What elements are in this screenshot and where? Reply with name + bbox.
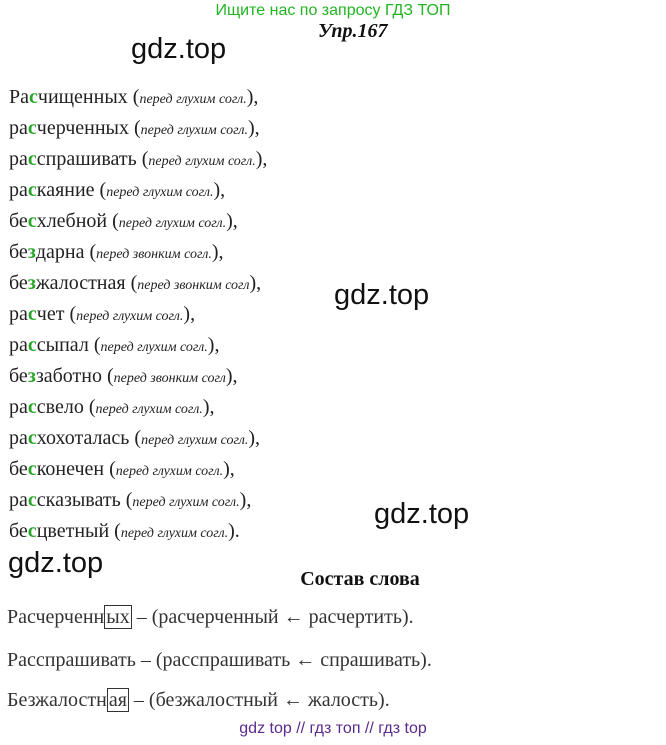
prefix-consonant: с	[27, 334, 37, 356]
word-part: бе	[9, 520, 28, 542]
rule-note: перед глухим согл.	[106, 185, 214, 200]
word-part: бе	[9, 241, 28, 263]
composition-line	[7, 685, 390, 715]
rule-note: перед глухим согл.	[100, 340, 208, 355]
prefix-consonant: с	[27, 520, 37, 542]
prefix-consonant: с	[27, 458, 37, 480]
prefix-consonant: з	[27, 241, 36, 263]
word-part: цветный (	[36, 520, 121, 542]
answer-line	[9, 423, 260, 453]
prefix-consonant: з	[27, 365, 36, 387]
word-part: заботно (	[35, 365, 114, 387]
prefix-consonant: с	[27, 489, 37, 511]
watermark: gdz.top	[374, 498, 470, 530]
punctuation: ),	[248, 427, 261, 449]
rule-note: перед глухим согл.	[148, 154, 256, 169]
rule-note: перед звонким согл.	[96, 247, 212, 262]
rule-note: перед глухим согл.	[115, 464, 224, 479]
rule-note: перед глухим согл.	[76, 309, 184, 324]
answer-line	[9, 175, 225, 205]
answer-line	[9, 454, 235, 484]
answer-line	[9, 361, 238, 391]
rule-note: перед глухим согл.	[140, 123, 248, 138]
prefix-consonant: с	[29, 86, 38, 108]
rule-note: перед глухим согл.	[132, 495, 240, 510]
rule-note: перед звонким согл	[113, 371, 226, 386]
word-part: хохоталась (	[36, 427, 142, 449]
prefix-consonant: с	[27, 396, 37, 418]
punctuation: ),	[246, 86, 259, 108]
punctuation: ).	[228, 520, 240, 542]
analyzed-word: Расчерченн	[7, 606, 105, 628]
derivation: – (расспрашивать ← спрашивать).	[135, 649, 432, 671]
word-part: ра	[9, 396, 28, 418]
word-part: сказывать (	[36, 489, 133, 511]
prefix-consonant: с	[27, 427, 37, 449]
rule-note: перед звонким согл	[137, 278, 250, 293]
answer-line	[9, 392, 214, 422]
prefix-consonant: с	[27, 179, 37, 201]
site-banner: Ищите нас по запросу ГДЗ ТОП	[215, 2, 451, 19]
word-part: ра	[9, 489, 28, 511]
watermark: gdz.top	[334, 279, 430, 311]
rule-note: перед глухим согл.	[139, 92, 247, 107]
word-part: ра	[9, 303, 28, 325]
word-part: ра	[9, 148, 28, 170]
rule-note: перед глухим согл.	[95, 402, 203, 417]
punctuation: ),	[207, 334, 220, 356]
prefix-consonant: з	[27, 272, 36, 294]
footer-links: gdz top // гдз топ // гдз top	[239, 720, 427, 737]
answer-line	[9, 299, 195, 329]
word-part: ра	[9, 179, 28, 201]
punctuation: ),	[255, 148, 268, 170]
answer-line	[9, 113, 260, 143]
derivation: – (расчерченный ← расчертить).	[131, 606, 414, 628]
punctuation: ),	[223, 458, 235, 480]
punctuation: ),	[225, 365, 238, 387]
punctuation: ),	[202, 396, 215, 418]
punctuation: ),	[249, 272, 262, 294]
rule-note: перед глухим согл.	[120, 526, 229, 541]
word-part: дарна (	[35, 241, 97, 263]
word-ending: ая	[108, 689, 127, 711]
section-title: Состав слова	[300, 568, 420, 590]
word-part: чищенных (	[37, 86, 140, 108]
word-part: свело (	[36, 396, 96, 418]
answer-line	[9, 82, 258, 112]
punctuation: ),	[239, 489, 252, 511]
word-part: бе	[9, 365, 28, 387]
word-part: хлебной (	[36, 210, 119, 232]
word-part: черченных (	[36, 117, 141, 139]
answer-line	[9, 485, 251, 515]
word-part: конечен (	[36, 458, 116, 480]
punctuation: ),	[247, 117, 260, 139]
answer-line	[9, 268, 261, 298]
composition-line	[7, 645, 432, 675]
analyzed-word: Расспрашивать	[7, 649, 136, 671]
prefix-consonant: с	[27, 210, 37, 232]
answer-line	[9, 330, 219, 360]
word-part: ра	[9, 117, 28, 139]
prefix-consonant: с	[27, 148, 37, 170]
word-part: спрашивать (	[36, 148, 149, 170]
word-part: Ра	[9, 86, 29, 108]
word-part: бе	[9, 458, 28, 480]
answer-line	[9, 206, 238, 236]
punctuation: ),	[183, 303, 196, 325]
word-part: ра	[9, 427, 28, 449]
answer-line	[9, 237, 224, 267]
word-part: ра	[9, 334, 28, 356]
rule-note: перед глухим согл.	[118, 216, 227, 231]
word-part: сыпал (	[36, 334, 101, 356]
punctuation: ),	[226, 210, 238, 232]
analyzed-word: Безжалостн	[7, 689, 107, 711]
prefix-consonant: с	[27, 303, 37, 325]
word-part: бе	[9, 210, 28, 232]
rule-note: перед глухим согл.	[141, 433, 249, 448]
word-part: жалостная (	[35, 272, 138, 294]
watermark: gdz.top	[8, 547, 104, 579]
exercise-title: Упр.167	[318, 20, 388, 42]
answer-line	[9, 144, 267, 174]
composition-line	[7, 602, 414, 632]
word-part: бе	[9, 272, 28, 294]
word-ending: ых	[106, 606, 130, 628]
word-part: чет (	[36, 303, 77, 325]
watermark: gdz.top	[131, 33, 227, 65]
answer-line	[9, 516, 240, 546]
prefix-consonant: с	[27, 117, 37, 139]
punctuation: ),	[213, 179, 226, 201]
punctuation: ),	[211, 241, 224, 263]
derivation: – (безжалостный ← жалость).	[128, 689, 390, 711]
word-part: каяние (	[36, 179, 107, 201]
